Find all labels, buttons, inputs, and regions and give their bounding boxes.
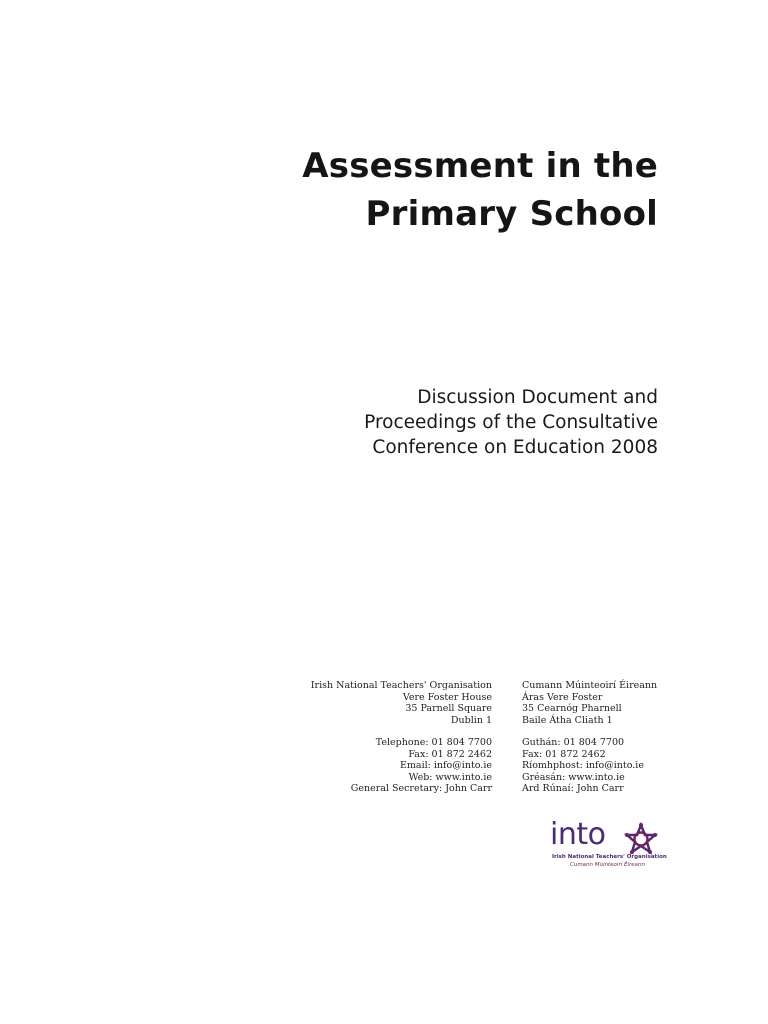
- contact-spacer: [522, 726, 657, 737]
- logo-tagline-irish: Cumann Múinteoirí Éireann: [570, 862, 645, 868]
- irish-email: Ríomhphost: info@into.ie: [522, 760, 644, 771]
- english-telephone: Telephone: 01 804 7700: [375, 737, 492, 748]
- subtitle-line-2: Proceedings of the Consultative: [364, 412, 658, 433]
- document-subtitle: [364, 385, 658, 460]
- irish-address-line-3: 35 Cearnóg Pharnell: [522, 703, 622, 714]
- irish-web: Gréasán: www.into.ie: [522, 771, 625, 783]
- subtitle-line-1: Discussion Document and: [417, 387, 658, 408]
- irish-address-line-1: Cumann Múinteoirí Éireann: [522, 680, 658, 691]
- english-email: Email: info@into.ie: [399, 760, 492, 771]
- english-address-line-4: Dublin 1: [450, 714, 492, 726]
- logo-tagline-english: Irish National Teachers' Organisation: [552, 854, 667, 860]
- irish-telephone: Guthán: 01 804 7700: [522, 737, 625, 748]
- irish-address-line-4: Baile Átha Cliath 1: [522, 714, 613, 726]
- into-logo: [540, 818, 668, 874]
- english-web: Web: www.into.ie: [408, 771, 492, 783]
- contact-block-english: [311, 680, 492, 795]
- english-address-line-1: Irish National Teachers' Organisation: [310, 680, 492, 691]
- irish-address-line-2: Áras Vere Foster: [522, 691, 603, 703]
- irish-fax: Fax: 01 872 2462: [522, 748, 606, 760]
- english-address-line-2: Vere Foster House: [402, 691, 492, 703]
- subtitle-line-3: Conference on Education 2008: [372, 437, 658, 458]
- english-address-line-3: 35 Parnell Square: [405, 703, 492, 714]
- english-fax: Fax: 01 872 2462: [408, 748, 492, 760]
- english-general-secretary: General Secretary: John Carr: [350, 783, 492, 794]
- document-title: [302, 142, 658, 238]
- irish-general-secretary: Ard Rúnaí: John Carr: [522, 783, 624, 794]
- title-line-1: Assessment in the: [302, 146, 658, 186]
- title-line-2: Primary School: [365, 194, 658, 234]
- contact-block-irish: [522, 680, 657, 795]
- contact-spacer: [311, 726, 492, 737]
- logo-wordmark: into: [550, 817, 606, 852]
- into-star-knot-icon: [624, 822, 658, 856]
